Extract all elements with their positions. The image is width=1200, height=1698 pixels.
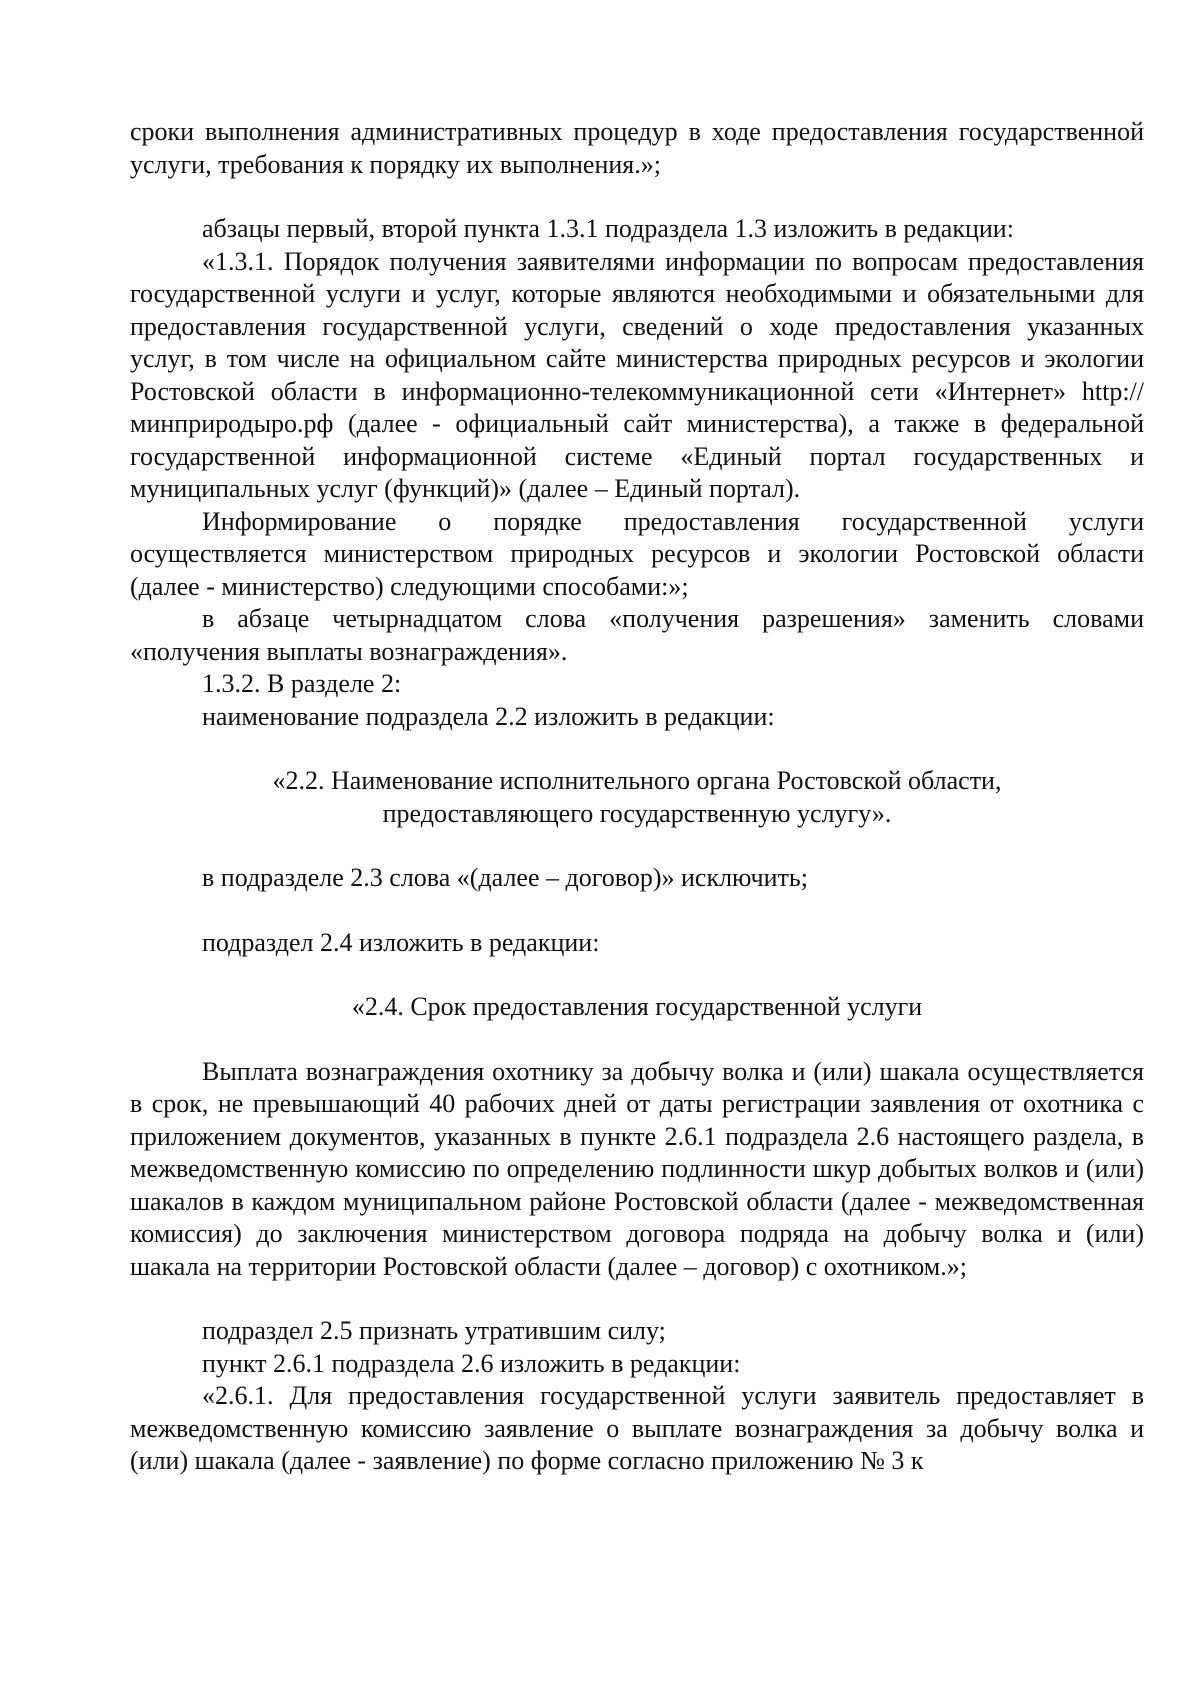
- paragraph-point-2-6-1: пункт 2.6.1 подраздела 2.6 изложить в редакции:: [202, 1348, 741, 1378]
- paragraph-1-3-1-text: «1.3.1. Порядок получения заявителями информации по вопросам предоставления государственной услуги и услуг, которые являются необходимыми и обязательными для предоставления государственной услуги, сведений о ходе предоставления указанных услуг, в том числе на официальном сайте министерства природных ресурсов и экологии Ростовской области в информационно-телекоммуникационной сети «Интернет» http://минприродыро.рф (далее - официальный сайт министерства), а также в федеральной государственной информационной системе «Единый портал государственных и муниципальных услуг (функций)» (далее – Единый портал).: [130, 246, 1144, 503]
- paragraph-section-2: 1.3.2. В разделе 2:: [202, 669, 402, 698]
- paragraph-informing: Информирование о порядке предоставления государственной услуги осуществляется министерством природных ресурсов и экологии Ростовской области (далее - министерство) следующими способами:»;: [130, 506, 1144, 601]
- paragraph-subsection-2-3: в подразделе 2.3 слова «(далее – договор)» исключить;: [202, 863, 808, 892]
- spacer: [130, 959, 1144, 991]
- paragraph-subsection-2-4: подраздел 2.4 изложить в редакции:: [202, 927, 600, 957]
- paragraph-2-6-1-text: «2.6.1. Для предоставления государственной услуги заявитель предоставляет в межведомственную комиссию заявление о выплате вознаграждения за добычу волка и (или) шакала (далее - заявление) по форме согласно приложению № 3 к: [130, 1381, 1144, 1475]
- heading-2-4: «2.4. Срок предоставления государственной услуги: [351, 992, 923, 1021]
- paragraph-subsection-2-2: наименование подраздела 2.2 изложить в редакции:: [202, 701, 775, 731]
- spacer: [130, 895, 1144, 927]
- heading-2-2-line2: предоставляющего государственную услугу».: [382, 798, 892, 828]
- heading-2-2-line1: «2.2. Наименование исполнительного органа Ростовской области,: [272, 766, 1002, 795]
- spacer: [130, 1283, 1144, 1315]
- heading-2-2: [130, 765, 1144, 830]
- paragraph-procedures-end: сроки выполнения административных процедур в ходе предоставления государственной услуги, требования к порядку их выполнения.»;: [130, 117, 1144, 179]
- paragraph-amend-1-3-1: абзацы первый, второй пункта 1.3.1 подраздела 1.3 изложить в редакции:: [202, 214, 1014, 243]
- paragraph-reward-payment: Выплата вознаграждения охотнику за добычу волка и (или) шакала осуществляется в срок, не превышающий 40 рабочих дней от даты регистрации заявления от охотника с приложением документов, указанных в пункте 2.6.1 подраздела 2.6 настоящего раздела, в межведомственную комиссию по определению подлинности шкур добытых волков и (или) шакалов в каждом муниципальном районе Ростовской области (далее - межведомственная комиссия) до заключения министерством договора подряда на добычу волка и (или) шакала на территории Ростовской области (далее – договор) с охотником.»;: [130, 1056, 1144, 1281]
- spacer: [130, 830, 1144, 862]
- spacer: [130, 733, 1144, 765]
- paragraph-fourteenth: в абзаце четырнадцатом слова «получения разрешения» заменить словами «получения выплаты вознаграждения».: [130, 604, 1144, 666]
- spacer: [130, 181, 1144, 213]
- paragraph-subsection-2-5: подраздел 2.5 признать утратившим силу;: [202, 1316, 666, 1345]
- spacer: [130, 1024, 1144, 1056]
